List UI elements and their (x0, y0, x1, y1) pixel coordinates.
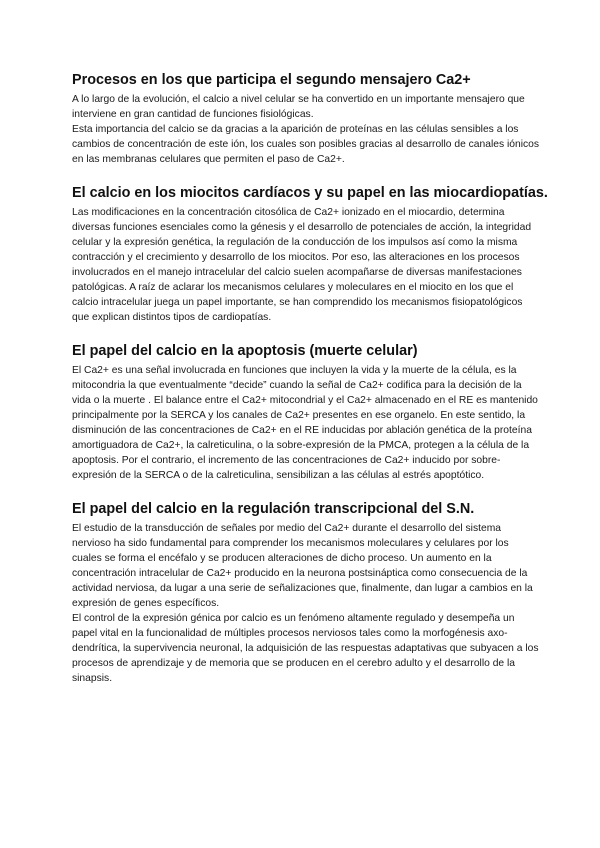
section-heading: El calcio en los miocitos cardíacos y su papel en las miocardiopatías. (72, 185, 548, 201)
paragraph: El Ca2+ es una señal involucrada en funciones que incluyen la vida y la muerte de la célula, es la mitocondria la que eventualmente “decide” cuando la señal de Ca2+ codifica para la decisión de la vida o la muerte . El balance entre el Ca2+ mitocondrial y el Ca2+ almacenado en el RE es mantenido principalmente por la SERCA y los canales de Ca2+ presentes en ese organelo. En este sentido, la disminución de las concentraciones de Ca2+ en el RE inducidas por ablación genética de la proteína amortiguadora de Ca2+, la calreticulina, o la sobre-expresión de la PMCA, protegen a la célula de la apoptosis. Por el contrario, el incremento de las concentraciones de Ca2+ inducido por sobre-expresión de la SERCA o de la calreticulina, sensibilizan a las células al estrés apoptótico. (72, 365, 538, 481)
section-transcriptional-regulation (72, 499, 540, 686)
section-heading: Procesos en los que participa el segundo mensajero Ca2+ (72, 72, 471, 88)
section-cardiac-myocytes (72, 183, 548, 325)
section-apoptosis (72, 341, 540, 483)
section-heading: El papel del calcio en la regulación transcripcional del S.N. (72, 501, 475, 517)
paragraph: A lo largo de la evolución, el calcio a nivel celular se ha convertido en un importante mensajero que interviene en gran cantidad de funciones fisiológicas. (72, 94, 525, 120)
section-heading: El papel del calcio en la apoptosis (muerte celular) (72, 343, 418, 359)
paragraph: El control de la expresión génica por calcio es un fenómeno altamente regulado y desempeña un papel vital en la funcionalidad de múltiples procesos nerviosos tales como la morfogénesis axo-dendrítica, la supervivencia neuronal, la adquisición de las respuestas adaptativas que subyacen a los procesos de aprendizaje y de memoria que se producen en el cerebro adulto y el desarrollo de la sinapsis. (72, 613, 539, 684)
section-calcium-messenger (72, 70, 540, 167)
paragraph: Esta importancia del calcio se da gracias a la aparición de proteínas en las células sensibles a los cambios de concentración de este ión, los cuales son posibles gracias al desarrollo de canales iónicos en las membranas celulares que permiten el paso de Ca2+. (72, 124, 540, 165)
paragraph: El estudio de la transducción de señales por medio del Ca2+ durante el desarrollo del sistema nervioso ha sido fundamental para comprender los mecanismos moleculares y celulares por los cuales se forma el encéfalo y se producen alteraciones de dicho proceso. Un aumento en la concentración intracelular de Ca2+ producido en la neurona postsináptica como consecuencia de la actividad nerviosa, da lugar a una serie de señalizaciones que, finalmente, dan lugar a cambios en la expresión de genes específicos. (72, 523, 533, 609)
paragraph: Las modificaciones en la concentración citosólica de Ca2+ ionizado en el miocardio, determina diversas funciones esenciales como la génesis y el desarrollo de potenciales de acción, la integridad celular y la expresión genética, la regulación de la conducción de los impulsos así como la misma contracción y el crecimiento y desarrollo de los miocitos. Por eso, las alteraciones en los procesos involucrados en el manejo intracelular del calcio suelen acompañarse de diversas manifestaciones patológicas. A raíz de aclarar los mecanismos celulares y moleculares en el miocito en los que el calcio intracelular juega un papel importante, se han comprendido los mecanismos fisiopatológicos que explican distintos tipos de cardiopatías. (72, 207, 532, 323)
